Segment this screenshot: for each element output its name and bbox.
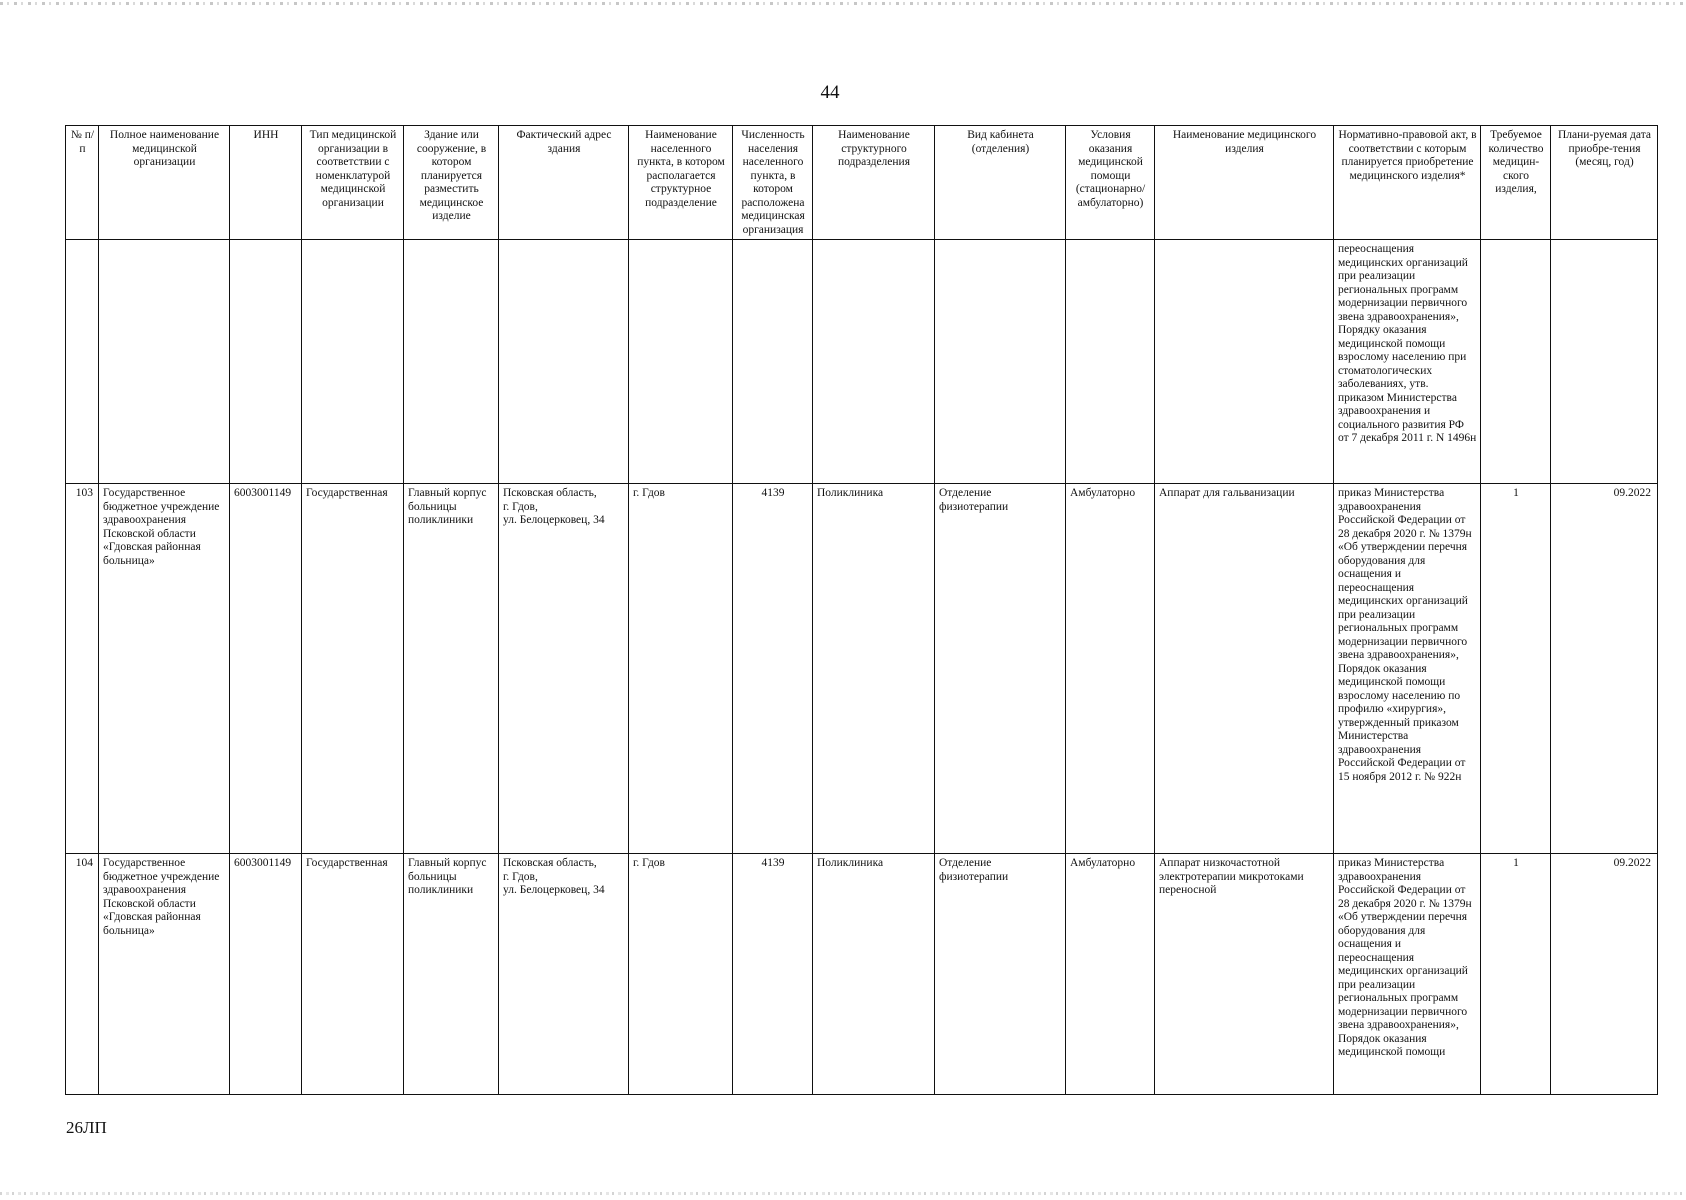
header-device: Наименование медицинского изделия (1155, 126, 1334, 240)
header-normative-act: Нормативно-правовой акт, в соответствии с которым планируется приобретение медицинского изделия* (1334, 126, 1481, 240)
cell-num: 103 (66, 484, 99, 854)
header-building: Здание или сооружение, в котором планируется разместить медицинское изделие (404, 126, 499, 240)
cell-address: Псковская область, г. Гдов, ул. Белоцерковец, 34 (499, 484, 629, 854)
cell-cabinet: Отделение физиотерапии (935, 484, 1066, 854)
cell-organization: Государственное бюджетное учреждение здравоохранения Псковской области «Гдовская районная больница» (99, 854, 230, 1095)
equipment-table (65, 125, 1658, 1095)
header-quantity: Требуемое количество медицин-ского изделия, (1481, 126, 1551, 240)
cell-quantity: 1 (1481, 854, 1551, 1095)
table-row-continuation (66, 240, 1658, 484)
cell-settlement: г. Гдов (629, 484, 733, 854)
cell-date: 09.2022 (1551, 854, 1658, 1095)
cell-building: Главный корпус больницы поликлиники (404, 854, 499, 1095)
cell-inn: 6003001149 (230, 854, 302, 1095)
cell-settlement: г. Гдов (629, 854, 733, 1095)
cell-conditions: Амбулаторно (1066, 484, 1155, 854)
header-settlement: Наименование населенного пункта, в котором располагается структурное подразделение (629, 126, 733, 240)
header-organization: Полное наименование медицинской организации (99, 126, 230, 240)
cell-population: 4139 (733, 854, 813, 1095)
cell-device: Аппарат низкочастотной электротерапии микротоками переносной (1155, 854, 1334, 1095)
footer-code: 26ЛП (66, 1118, 107, 1137)
cell-population: 4139 (733, 484, 813, 854)
cell-num: 104 (66, 854, 99, 1095)
scan-edge-top (0, 2, 1686, 5)
cell-normative-act: приказ Министерства здравоохранения Российской Федерации от 28 декабря 2020 г. № 1379н «Об утверждении перечня оборудования для оснащения и переоснащения медицинских организаций при реализации региональных программ модернизации первичного звена здравоохранения», Порядок оказания медицинской помощи взрослому населению по профилю «хирургия», утвержденный приказом Министерства здравоохранения Российской Федерации от 15 ноября 2012 г. № 922н (1334, 484, 1481, 854)
cell-conditions: Амбулаторно (1066, 854, 1155, 1095)
header-org-type: Тип медицинской организации в соответствии с номенклатурой медицинской организации (302, 126, 404, 240)
cell-normative-act: переоснащения медицинских организаций при реализации региональных программ модернизации первичного звена здравоохранения», Порядку оказания медицинской помощи взрослому населению при стоматологических заболеваниях, утв. приказом Министерства здравоохранения и социального развития РФ от 7 декабря 2011 г. N 1496н (1334, 240, 1481, 484)
cell-quantity: 1 (1481, 484, 1551, 854)
table-row (66, 854, 1658, 1095)
page-number: 44 (820, 82, 840, 103)
header-date: Плани-руемая дата приобре-тения (месяц, год) (1551, 126, 1658, 240)
header-subdivision: Наименование структурного подразделения (813, 126, 935, 240)
header-cabinet: Вид кабинета (отделения) (935, 126, 1066, 240)
cell-building: Главный корпус больницы поликлиники (404, 484, 499, 854)
cell-organization: Государственное бюджетное учреждение здравоохранения Псковской области «Гдовская районная больница» (99, 484, 230, 854)
header-address: Фактический адрес здания (499, 126, 629, 240)
cell-normative-act: приказ Министерства здравоохранения Российской Федерации от 28 декабря 2020 г. № 1379н «Об утверждении перечня оборудования для оснащения и переоснащения медицинских организаций при реализации региональных программ модернизации первичного звена здравоохранения», Порядок оказания медицинской помощи (1334, 854, 1481, 1095)
cell-device: Аппарат для гальванизации (1155, 484, 1334, 854)
cell-subdivision: Поликлиника (813, 854, 935, 1095)
cell-date: 09.2022 (1551, 484, 1658, 854)
cell-inn: 6003001149 (230, 484, 302, 854)
header-population: Численность населения населенного пункта, в котором расположена медицинская организация (733, 126, 813, 240)
cell-address: Псковская область, г. Гдов, ул. Белоцерковец, 34 (499, 854, 629, 1095)
scan-edge-bottom (0, 1192, 1686, 1195)
cell-org-type: Государственная (302, 854, 404, 1095)
table-row (66, 484, 1658, 854)
header-num: № п/п (66, 126, 99, 240)
header-conditions: Условия оказания медицинской помощи (стационарно/ амбулаторно) (1066, 126, 1155, 240)
cell-cabinet: Отделение физиотерапии (935, 854, 1066, 1095)
cell-subdivision: Поликлиника (813, 484, 935, 854)
cell-org-type: Государственная (302, 484, 404, 854)
table-header-row (66, 126, 1658, 240)
header-inn: ИНН (230, 126, 302, 240)
